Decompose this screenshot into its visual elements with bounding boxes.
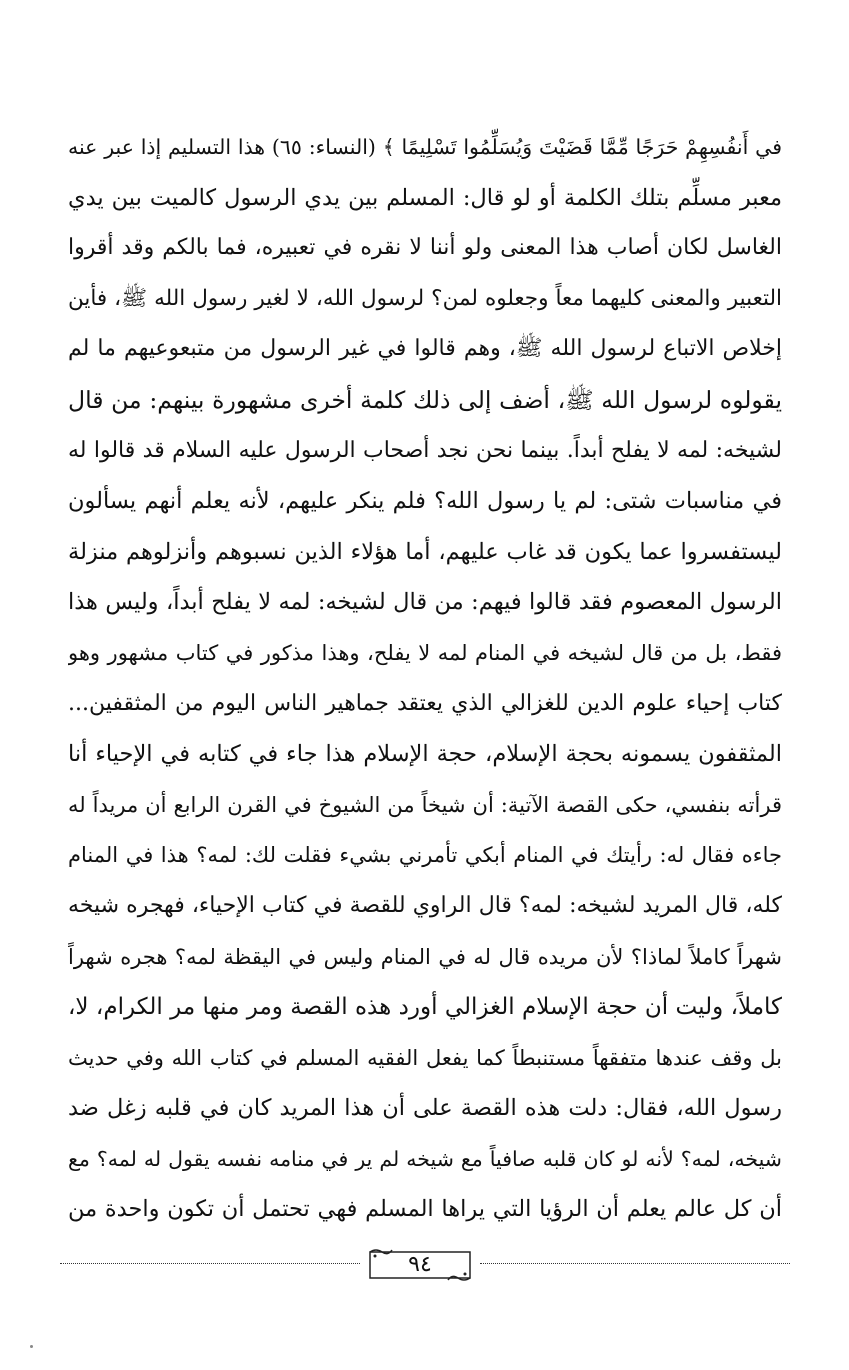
page-footer xyxy=(60,1232,790,1292)
text-line: بل وقف عندها متفقهاً مستنبطاً كما يفعل الفقيه المسلم في كتاب الله وفي حديث xyxy=(68,1045,782,1070)
page-number: ٩٤ xyxy=(408,1252,432,1277)
text-line: شهراً كاملاً لماذا؟ لأن مريده قال له في المنام وليس في اليقظة لمه؟ هجره شهراً xyxy=(68,944,782,969)
text-line: المثقفون يسمونه بحجة الإسلام، حجة الإسلام هذا جاء في كتابه في الإحياء أنا xyxy=(68,741,782,768)
text-line: في مناسبات شتى: لم يا رسول الله؟ فلم ينكر عليهم، لأنه يعلم أنهم يسألون xyxy=(68,488,782,515)
text-line: التعبير والمعنى كليهما معاً وجعلوه لمن؟ لرسول الله، لا لغير رسول الله ﷺ، فأين xyxy=(68,285,782,311)
dotted-rule-right xyxy=(480,1263,790,1264)
dotted-rule-left xyxy=(60,1263,360,1264)
text-line: إخلاص الاتباع لرسول الله ﷺ، وهم قالوا في غير الرسول من متبعوعيهم ما لم xyxy=(68,336,782,362)
text-line: ليستفسروا عما يكون قد غاب عليهم، أما هؤلاء الذين نسبوهم وأنزلوهم منزلة xyxy=(68,538,782,565)
text-line: كاملاً، وليت أن حجة الإسلام الغزالي أورد هذه القصة ومر منها مر الكرام، لا، xyxy=(68,994,782,1021)
text-line: لشيخه: لمه لا يفلح أبداً. بينما نحن نجد أصحاب الرسول عليه السلام قد قالوا له xyxy=(68,437,782,463)
page-number-frame xyxy=(366,1246,474,1284)
text-line: الغاسل لكان أصاب هذا المعنى ولو أننا لا نقره في تعبيره، فما بالكم وقد أقروا xyxy=(68,235,782,261)
text-line: فقط، بل من قال لشيخه في المنام لمه لا يفلح، وهذا مذكور في كتاب مشهور وهو xyxy=(68,640,782,665)
text-line: جاءه فقال له: رأيتك في المنام أبكي تأمرني بشيء فقلت لك: لمه؟ هذا في المنام xyxy=(68,843,782,868)
text-line: معبر مسلِّم بتلك الكلمة أو لو قال: المسلم بين يدي الرسول كالميت بين يدي xyxy=(68,184,782,211)
text-line: قرأته بنفسي، حكى القصة الآتية: أن شيخاً من الشيوخ في القرن الرابع أن مريداً له xyxy=(68,792,782,817)
scan-speck xyxy=(30,1345,33,1348)
text-line: رسول الله، فقال: دلت هذه القصة على أن هذا المريد كان في قلبه زغل ضد xyxy=(68,1095,782,1122)
text-line: الرسول المعصوم فقد قالوا فيهم: من قال لشيخه: لمه لا يفلح أبداً، وليس هذا xyxy=(68,589,782,616)
text-line: أن كل عالم يعلم أن الرؤيا التي يراها المسلم فهي تحتمل أن تكون واحدة من xyxy=(68,1196,782,1223)
text-line: في أَنفُسِهِمْ حَرَجًا مِّمَّا قَضَيْتَ وَيُسَلِّمُوا تَسْلِيمًا ﴾ (النساء: ٦٥) هذا التسليم إذا عبر عنه xyxy=(68,135,782,159)
body-text xyxy=(68,122,782,1235)
text-line: كله، قال المريد لشيخه: لمه؟ قال الراوي للقصة في كتاب الإحياء، فهجره شيخه xyxy=(68,892,782,918)
text-line: شيخه، لمه؟ لأنه لو كان قلبه صافياً مع شيخه لم ير في منامه نفسه يقول له لمه؟ مع xyxy=(68,1146,782,1171)
text-line: يقولوه لرسول الله ﷺ، أضف إلى ذلك كلمة أخرى مشهورة بينهم: من قال xyxy=(68,385,782,414)
text-line: كتاب إحياء علوم الدين للغزالي الذي يعتقد جماهير الناس اليوم من المثقفين... xyxy=(68,690,782,716)
